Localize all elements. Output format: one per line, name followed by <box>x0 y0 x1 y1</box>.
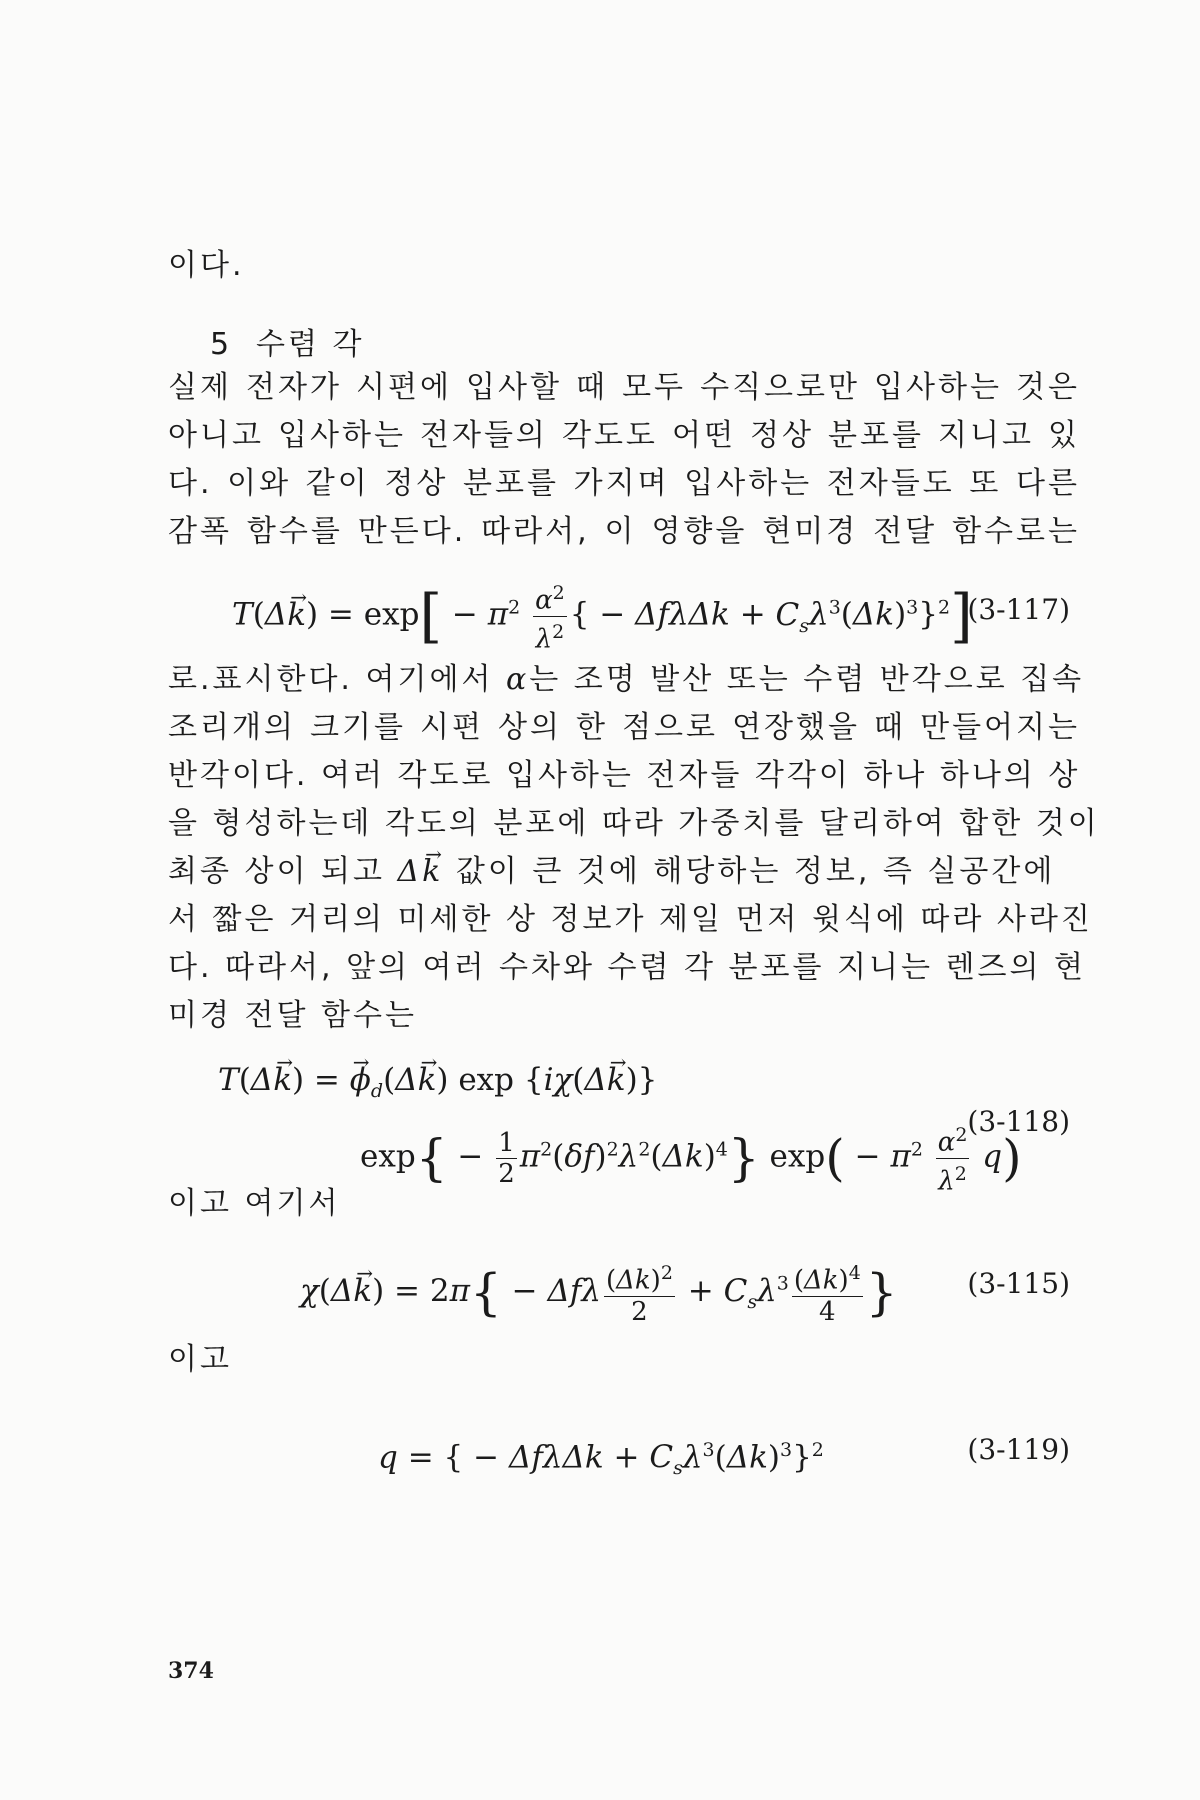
delta-k-symbol: Δk → <box>398 854 444 889</box>
section-number: 5 <box>210 327 233 362</box>
equation-3-119: q = { − $\Delta f\lambda\Delta k + C_s\lambda^3(\Delta k)^3\}^2$ <box>378 1439 824 1480</box>
intro-line: 이다. <box>168 248 245 283</box>
paragraph-2-line-3: 반각이다. 여러 각도로 입사하는 전자들 각각이 하나 하나의 상 <box>168 758 1081 793</box>
paragraph-2-line-1-start: 로.표시한다. 여기에서 <box>168 662 494 697</box>
paragraph-2-line-5-end: 값이 큰 것에 해당하는 정보, 즉 실공간에 <box>455 854 1056 889</box>
paragraph-2-line-4: 을 형성하는데 각도의 분포에 따라 가중치를 달리하여 합한 것이 <box>168 806 1100 841</box>
paragraph-2-line-5-start: 최종 상이 되고 <box>168 854 385 889</box>
equation-number-3-117: (3-117) <box>967 593 1070 626</box>
equation-number-3-118: (3-118) <box>967 1105 1070 1138</box>
paragraph-1-line-4: 감폭 함수를 만든다. 따라서, 이 영향을 현미경 전달 함수로는 <box>168 514 1080 549</box>
equation-number-3-119: (3-119) <box>967 1433 1070 1466</box>
alpha-symbol: α <box>505 662 530 697</box>
paragraph-1-line-2: 아니고 입사하는 전자들의 각도도 어떤 정상 분포를 지니고 있 <box>168 418 1080 453</box>
paragraph-2-line-6: 서 짧은 거리의 미세한 상 정보가 제일 먼저 윗식에 따라 사라진 <box>168 902 1093 937</box>
page-number: 374 <box>168 1658 214 1684</box>
equation-3-117: T(Δk →) = $\exp[ - \pi^2$ $\frac{\alpha^2}{\lambda^2}$ { − $\Delta f\lambda\Delta k + C_s\lambda^3(\Delta k)^3\}^2$] <box>232 578 973 654</box>
paragraph-2-line-1 <box>168 660 1085 700</box>
paragraph-2-line-8: 미경 전달 함수는 <box>168 998 417 1033</box>
paragraph-2-line-7: 다. 따라서, 앞의 여러 수차와 수렴 각 분포를 지니는 렌즈의 현 <box>168 950 1086 985</box>
equation-3-118-line-2: exp{ − $\frac{1}{2}$ $\pi^2(\delta f)^2\lambda^2(\Delta k)^4$} $\exp( - \pi^2$ $\frac{\alpha^2}{\lambda^2}$ q) <box>360 1120 1022 1196</box>
paragraph-1-line-3: 다. 이와 같이 정상 분포를 가지며 입사하는 전자들도 또 다른 <box>168 466 1080 501</box>
paragraph-2-line-5 <box>168 852 1080 892</box>
connector-text-1: 이고 여기서 <box>168 1186 341 1221</box>
paragraph-1-line-1: 실제 전자가 시편에 입사할 때 모두 수직으로만 입사하는 것은 <box>168 370 1080 405</box>
section-title: 수렴 각 <box>256 327 365 362</box>
section-heading <box>210 325 1122 365</box>
equation-3-115: χ(Δk →) = 2π{ − Δfλ $\frac{(\Delta k)^2}{2}$ + $C_s\lambda^3$ $\frac{(\Delta k)^4}{4}$ } <box>300 1258 898 1327</box>
equation-number-3-115: (3-115) <box>967 1267 1070 1300</box>
connector-text-2: 이고 <box>168 1342 232 1377</box>
paragraph-2-line-1-end: 는 조명 발산 또는 수렴 반각으로 집속 <box>529 662 1085 697</box>
equation-3-118-line-1: T(Δk →) = $\phi \to_d(\Delta k$ →) exp {iχ(Δk →)} <box>218 1060 657 1111</box>
paragraph-2-line-2: 조리개의 크기를 시편 상의 한 점으로 연장했을 때 만들어지는 <box>168 710 1080 745</box>
